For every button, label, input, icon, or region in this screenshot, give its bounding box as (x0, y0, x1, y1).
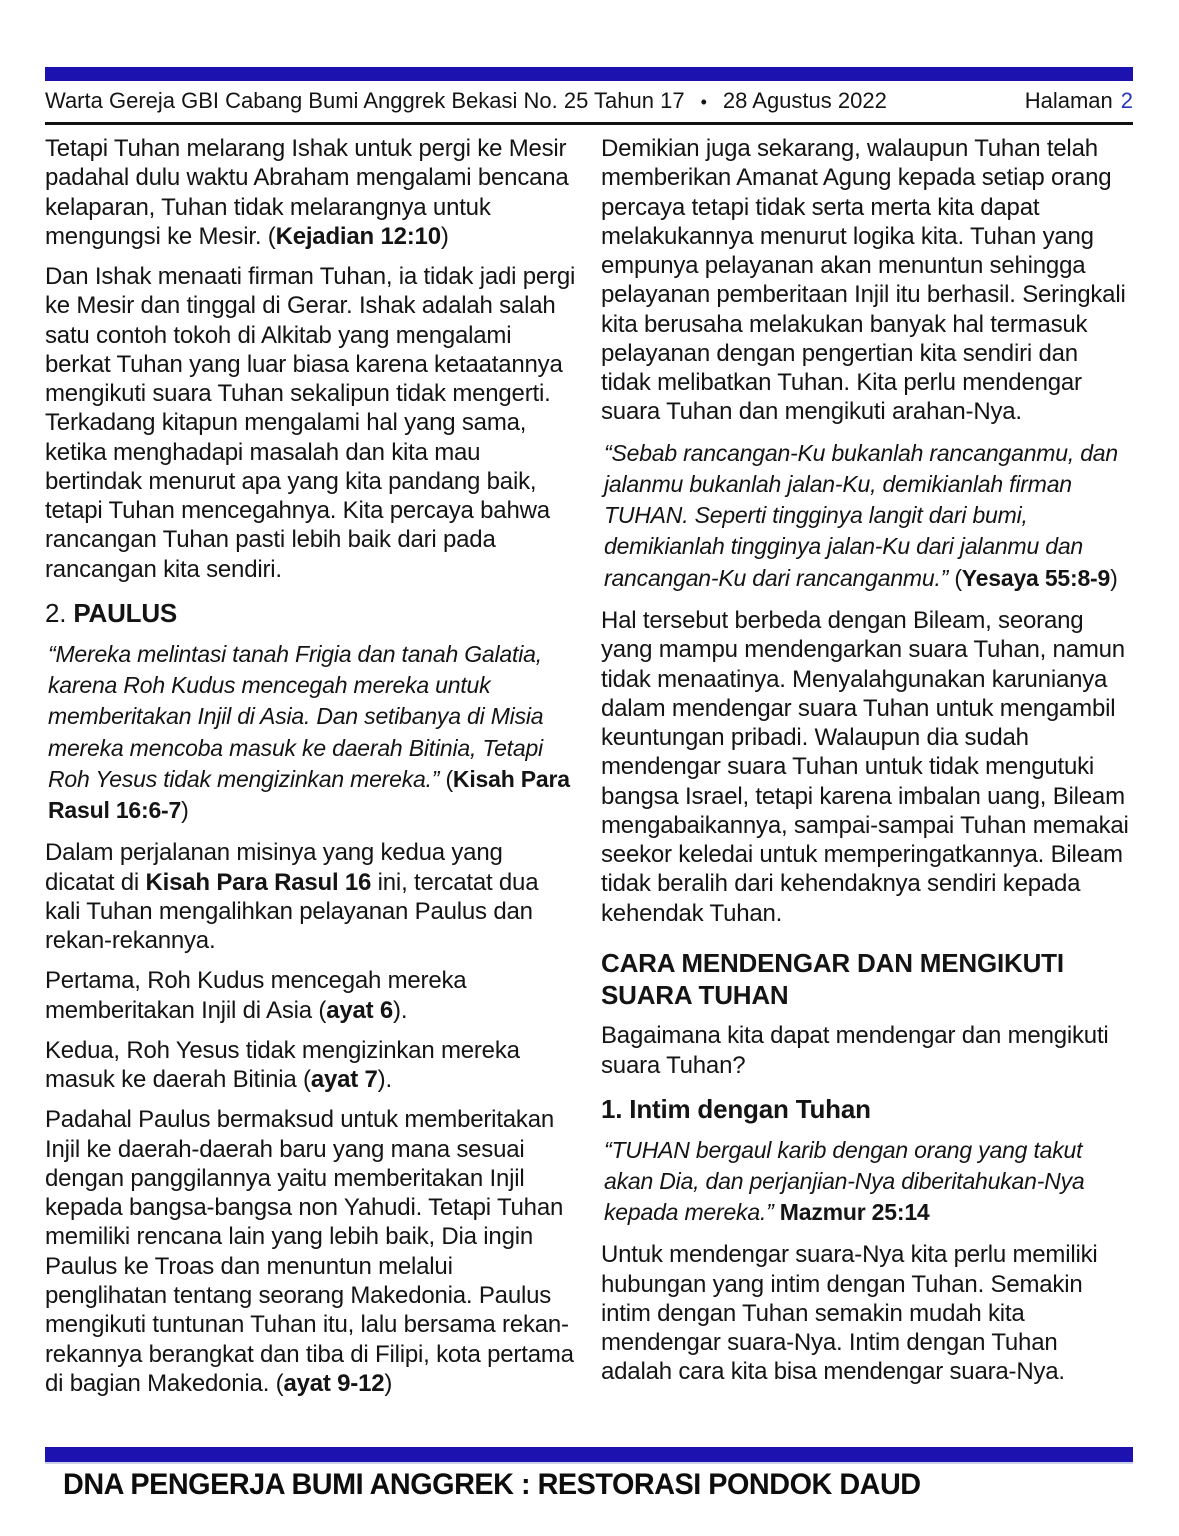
text-segment: Demikian juga sekarang, walaupun Tuhan telah memberikan Amanat Agung kepada setiap orang percaya tetapi tidak serta merta kita dapat melakukannya menurut logika kita. Tuhan yang empunya pelayanan akan menuntun sehingga pelayanan pemberitaan Injil itu berhasil. Seringkali kita berusaha melakukan banyak hal termasuk pelayanan dengan pengertian kita sendiri dan tidak melibatkan Tuhan. Kita perlu mendengar suara Tuhan dan mengikuti arahan-Nya. (601, 135, 1126, 426)
text-segment: Bagaimana kita dapat mendengar dan mengikuti suara Tuhan? (601, 1022, 1109, 1079)
paragraph (45, 262, 577, 584)
text-segment: ). (377, 1066, 392, 1094)
text-segment: Mazmur 25:14 (779, 1199, 930, 1226)
newsletter-title: Warta Gereja GBI Cabang Bumi Anggrek Bekasi No. 25 Tahun 17 (45, 88, 685, 113)
footer-accent-bar (45, 1447, 1133, 1464)
scripture-quote (601, 1135, 1133, 1229)
text-segment: ayat 6 (326, 996, 394, 1024)
subsection-heading (601, 1094, 1133, 1126)
text-segment: ( (954, 564, 962, 591)
footer-banner: DNA PENGERJA BUMI ANGGREK : RESTORASI PONDOK DAUD (63, 1468, 921, 1501)
text-segment: Tetapi Tuhan melarang Ishak untuk pergi ke Mesir padahal dulu waktu Abraham mengalami bencana kelaparan, Tuhan tidak melarangnya untuk mengungsi ke Mesir. ( (45, 135, 569, 250)
paragraph (45, 134, 577, 251)
text-segment: Untuk mendengar suara-Nya kita perlu memiliki hubungan yang intim dengan Tuhan. Semakin intim dengan Tuhan semakin mudah kita mendengar suara-Nya. Intim dengan Tuhan adalah cara kita bisa mendengar suara-Nya. (601, 1241, 1098, 1386)
text-segment: Pertama, Roh Kudus mencegah mereka memberitakan Injil di Asia ( (45, 967, 467, 1024)
text-segment: ini, tercatat dua kali Tuhan mengalihkan pelayanan Paulus dan rekan-rekannya. (45, 868, 539, 955)
section-heading (601, 948, 1133, 1011)
text-segment: Kejadian 12:10 (275, 222, 441, 250)
text-segment: Yesaya 55:8-9 (961, 564, 1111, 591)
text-segment: ( (445, 765, 453, 792)
text-segment: Padahal Paulus bermaksud untuk memberitakan Injil ke daerah-daerah baru yang mana sesuai dengan panggilannya yaitu memberitakan Injil kepada bangsa-bangsa non Yahudi. Tetapi Tuhan memiliki rencana lain yang lebih baik, Dia ingin Paulus ke Troas dan menuntun melalui penglihatan tentang seorang Makedonia. Paulus mengikuti tuntunan Tuhan itu, lalu bersama rekan-rekannya berangkat dan tiba di Filipi, kota pertama di bagian Makedonia. ( (45, 1106, 574, 1397)
scripture-quote (45, 639, 577, 827)
top-accent-bar (45, 67, 1133, 81)
text-segment: CARA MENDENGAR DAN MENGIKUTI SUARA TUHAN (601, 947, 1064, 1010)
text-segment: ) (440, 222, 449, 250)
scripture-quote (601, 438, 1133, 594)
text-segment: ). (393, 996, 408, 1024)
header-bullet: • (700, 92, 707, 112)
subsection-heading (45, 598, 577, 630)
text-segment: ) (1110, 564, 1118, 591)
paragraph (45, 1105, 577, 1398)
text-segment: 2. (45, 597, 74, 628)
text-segment: Dalam perjalanan misinya yang kedua yang dicatat di (45, 839, 503, 896)
page-label: Halaman (1024, 88, 1113, 113)
paragraph (601, 134, 1133, 427)
text-segment: Kedua, Roh Yesus tidak mengizinkan mereka masuk ke daerah Bitinia ( (45, 1036, 520, 1094)
text-segment: Kisah Para Rasul 16:6-7 (48, 765, 570, 824)
text-segment: Kisah Para Rasul 16 (145, 868, 372, 896)
header-rule (45, 122, 1133, 125)
paragraph (45, 1036, 577, 1095)
paragraph (45, 966, 577, 1025)
page-number: 2 (1120, 88, 1133, 113)
article-body (45, 134, 1133, 1444)
text-segment: “Sebab rancangan-Ku bukanlah rancanganmu, dan jalanmu bukanlah jalan-Ku, demikianlah firman TUHAN. Seperti tingginya langit dari bumi, demikianlah tingginya jalan-Ku dari jalanmu dan rancangan-Ku dari rancanganmu.” (604, 439, 1118, 591)
left-column (45, 134, 577, 1444)
text-segment: ayat 9-12 (283, 1369, 385, 1397)
paragraph (601, 1021, 1133, 1080)
text-segment: ) (384, 1369, 393, 1397)
text-segment: “TUHAN bergaul karib dengan orang yang takut akan Dia, dan perjanjian-Nya diberitahukan-Nya kepada mereka.” (604, 1136, 1085, 1226)
paragraph (601, 1240, 1133, 1386)
paragraph (45, 838, 577, 955)
text-segment: 1. Intim dengan Tuhan (601, 1093, 871, 1124)
text-segment: PAULUS (73, 597, 178, 628)
text-segment: “Mereka melintasi tanah Frigia dan tanah Galatia, karena Roh Kudus mencegah mereka untuk memberitakan Injil di Asia. Dan setibanya di Misia mereka mencoba masuk ke daerah Bitinia, Tetapi Roh Yesus tidak mengizinkan mereka.” (48, 640, 544, 792)
right-column (601, 134, 1133, 1444)
text-segment: ) (181, 797, 189, 824)
page-indicator (1025, 88, 1133, 114)
text-segment: ayat 7 (310, 1066, 378, 1094)
paragraph (601, 606, 1133, 928)
page-header (45, 88, 1133, 114)
text-segment: Hal tersebut berbeda dengan Bileam, seorang yang mampu mendengarkan suara Tuhan, namun tidak menaatinya. Menyalahgunakan karunianya dalam mendengar suara Tuhan untuk mengambil keuntungan pribadi. Walaupun dia sudah mendengar suara Tuhan untuk tidak mengutuki bangsa Israel, tetapi karena imbalan uang, Bileam mengabaikannya, sampai-sampai Tuhan memakai seekor keledai untuk memperingatkannya. Bileam tidak beralih dari kehendaknya sendiri kepada kehendak Tuhan. (601, 606, 1129, 927)
text-segment: Dan Ishak menaati firman Tuhan, ia tidak jadi pergi ke Mesir dan tinggal di Gerar. Ishak adalah salah satu contoh tokoh di Alkitab yang mengalami berkat Tuhan yang luar biasa karena ketaatannya mengikuti suara Tuhan sekalipun tidak mengerti. Terkadang kitapun mengalami hal yang sama, ketika menghadapi masalah dan kita mau bertindak menurut apa yang kita pandang baik, tetapi Tuhan mencegahnya. Kita percaya bahwa rancangan Tuhan pasti lebih baik dari pada rancangan kita sendiri. (45, 263, 576, 583)
issue-date: 28 Agustus 2022 (722, 88, 887, 113)
